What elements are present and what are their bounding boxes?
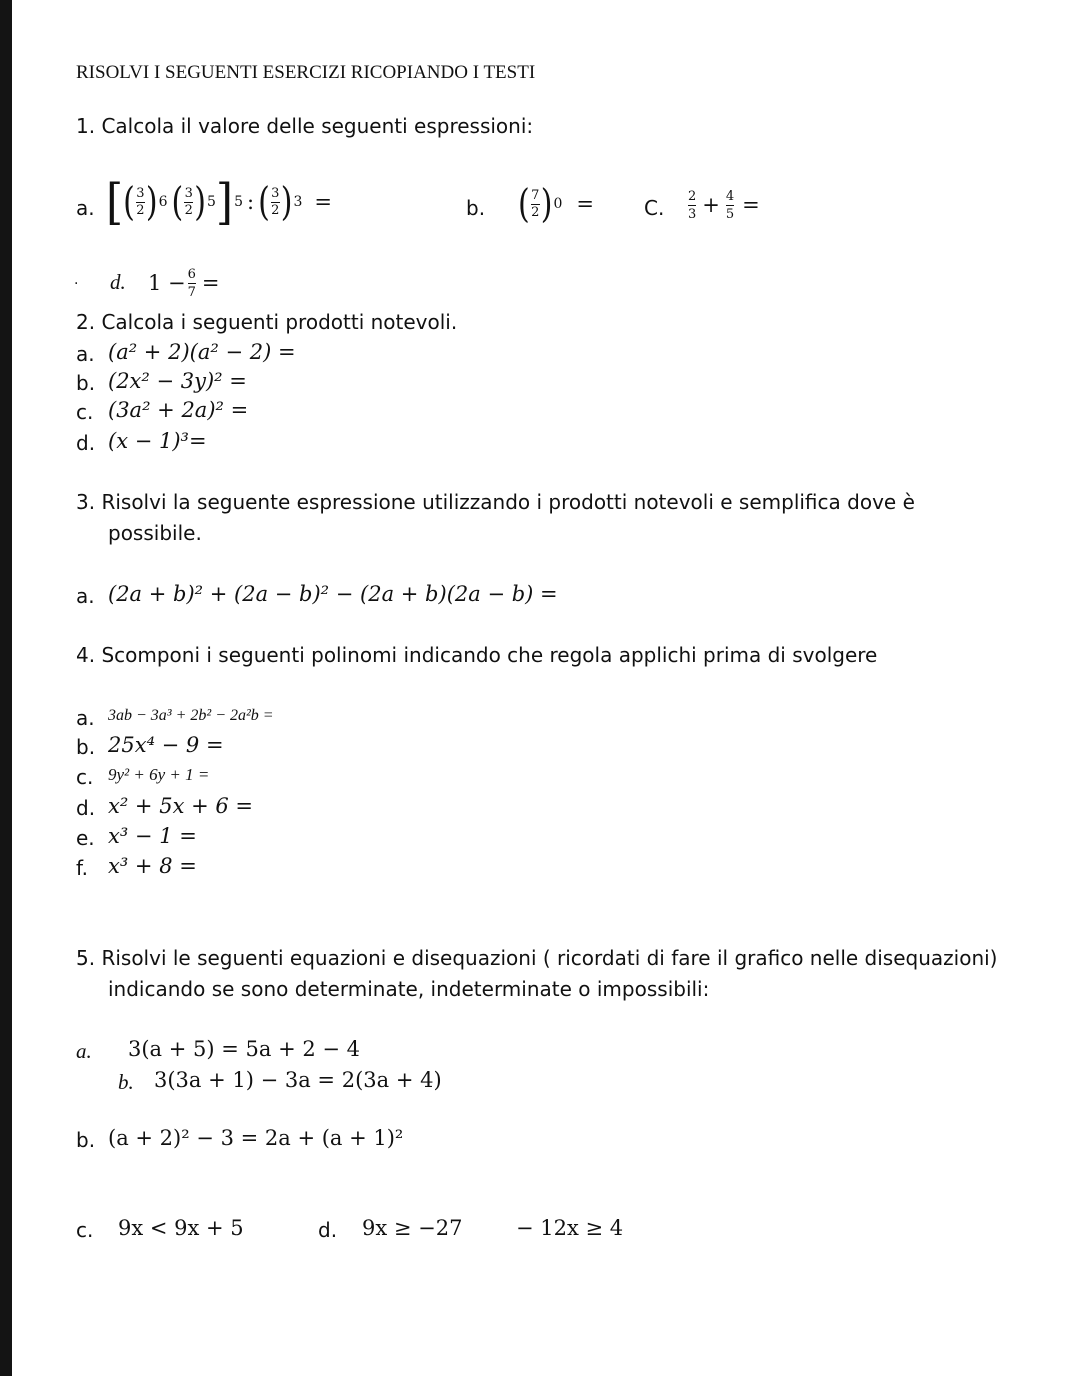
- section-1-heading: 1. Calcola il valore delle seguenti espressioni:: [76, 114, 534, 138]
- s5-item-b2-expression: (a + 2)² − 3 = 2a + (a + 1)²: [108, 1126, 404, 1150]
- s5-item-a-label: a.: [76, 1039, 92, 1063]
- s2-item-label: b.: [76, 371, 96, 395]
- section-4-heading: 4. Scomponi i seguenti polinomi indicando che regola applichi prima di svolgere: [76, 643, 878, 667]
- s5-item-a-expression: 3(a + 5) = 5a + 2 − 4: [128, 1037, 361, 1061]
- s5-item-d-label: d.: [318, 1218, 338, 1242]
- s5-item-b2-label: b.: [76, 1128, 96, 1152]
- s4-item-expression: 3ab − 3a³ + 2b² − 2a²b =: [108, 707, 274, 724]
- left-edge-bar: [0, 0, 12, 1376]
- s3-item-a-expression: (2a + b)² + (2a − b)² − (2a + b)(2a − b) =: [108, 582, 558, 606]
- s1-item-b-label: b.: [466, 196, 486, 220]
- s1-item-c-label: C.: [644, 196, 665, 220]
- s4-item-label: e.: [76, 826, 95, 850]
- s1-item-d-expression: 1 − $\frac{6}{7}$ =: [148, 266, 220, 300]
- s2-item-expression: (a² + 2)(a² − 2) =: [108, 340, 296, 364]
- section-3-heading: 3. Risolvi la seguente espressione utilizzando i prodotti notevoli e semplifica dove è: [76, 490, 915, 514]
- s4-item-label: f.: [76, 856, 88, 880]
- s5-item-b1-expression: 3(3a + 1) − 3a = 2(3a + 4): [154, 1068, 442, 1092]
- s2-item-label: a.: [76, 342, 95, 366]
- page-title: RISOLVI I SEGUENTI ESERCIZI RICOPIANDO I TESTI: [76, 62, 536, 83]
- s2-item-label: c.: [76, 400, 94, 424]
- s3-item-a-label: a.: [76, 584, 95, 608]
- s1-item-b-expression: ( 7 2 ) 0 =: [518, 181, 594, 227]
- s1-item-d-label: d.: [110, 270, 126, 294]
- s1-item-c-expression: $\frac{2}{3}$ + $\frac{4}{5}$ =: [688, 188, 760, 222]
- s4-item-expression: 25x⁴ − 9 =: [108, 733, 224, 757]
- s4-item-label: a.: [76, 706, 95, 730]
- s5-item-d-expression: 9x ≥ −27: [362, 1216, 463, 1240]
- s1-item-a-label: a.: [76, 196, 95, 220]
- s5-item-c-label: c.: [76, 1218, 94, 1242]
- section-5-heading-cont: indicando se sono determinate, indeterminate o impossibili:: [108, 977, 710, 1001]
- s4-item-expression: x³ − 1 =: [108, 824, 197, 848]
- s5-item-c-expression: 9x < 9x + 5: [118, 1216, 244, 1240]
- section-3-heading-cont: possibile.: [108, 521, 202, 545]
- s4-item-expression: x² + 5x + 6 =: [108, 794, 253, 818]
- s4-item-expression: x³ + 8 =: [108, 854, 197, 878]
- s4-item-expression: 9y² + 6y + 1 =: [108, 765, 210, 784]
- s2-item-expression: (x − 1)³=: [108, 429, 207, 453]
- section-5-heading: 5. Risolvi le seguenti equazioni e disequazioni ( ricordati di fare il grafico nelle disequazioni): [76, 946, 998, 970]
- s2-item-expression: (2x² − 3y)² =: [108, 369, 247, 393]
- s4-item-label: b.: [76, 735, 96, 759]
- s4-item-label: c.: [76, 765, 94, 789]
- s2-item-label: d.: [76, 431, 96, 455]
- s2-item-expression: (3a² + 2a)² =: [108, 398, 249, 422]
- section-2-heading: 2. Calcola i seguenti prodotti notevoli.: [76, 310, 458, 334]
- s5-item-b1-label: b.: [118, 1070, 134, 1094]
- s1-item-a-expression: [ ( 3 2 ) 6 ( 3 2 ) 5 ] 5 : ( 3 2 ) 3 =: [106, 173, 333, 231]
- s5-item-e-expression: − 12x ≥ 4: [516, 1216, 624, 1240]
- s1-dot-marker: .: [74, 272, 79, 288]
- s4-item-label: d.: [76, 796, 96, 820]
